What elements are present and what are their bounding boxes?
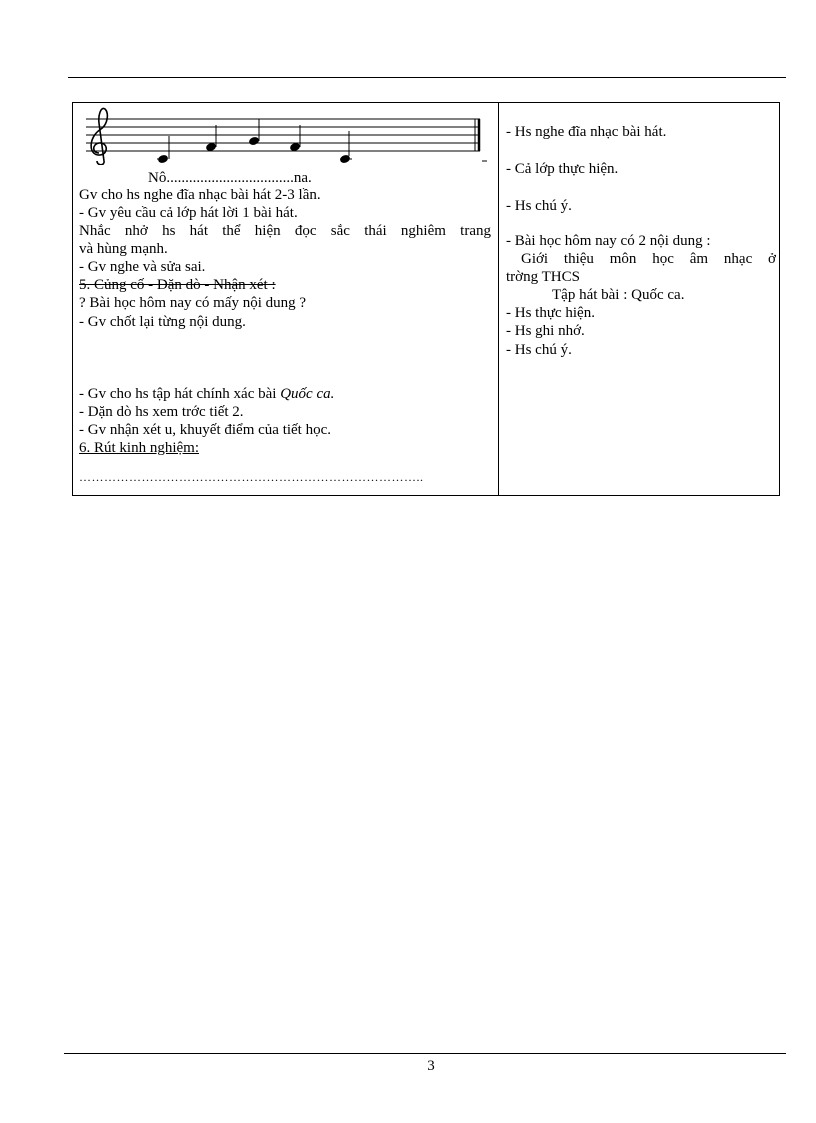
treble-clef-icon bbox=[91, 108, 107, 164]
right-line-2: - Cả lớp thực hiện. bbox=[506, 161, 619, 177]
left-line-2: - Gv yêu cầu cả lớp hát lời 1 bài hát. bbox=[79, 205, 298, 221]
column-divider bbox=[498, 102, 499, 496]
left-closing-1: - Dặn dò hs xem trớc tiết 2. bbox=[79, 404, 244, 420]
left-line-1: Gv cho hs nghe đĩa nhạc bài hát 2-3 lần. bbox=[79, 187, 321, 203]
right-line-4: - Bài học hôm nay có 2 nội dung : bbox=[506, 233, 711, 249]
left-summary: - Gv chốt lại từng nội dung. bbox=[79, 314, 246, 330]
right-line-8: - Hs thực hiện. bbox=[506, 305, 595, 321]
right-line-7: Tập hát bài : Quốc ca. bbox=[552, 287, 685, 303]
dotted-line: ……………………………………………………………………….. bbox=[79, 470, 424, 484]
right-line-1: - Hs nghe đĩa nhạc bài hát. bbox=[506, 124, 667, 140]
music-staff bbox=[86, 103, 488, 165]
right-line-6: trờng THCS bbox=[506, 269, 580, 285]
practice-prefix: - Gv cho hs tập hát chính xác bài bbox=[79, 386, 281, 402]
notes bbox=[157, 119, 352, 164]
left-practice bbox=[79, 386, 334, 403]
left-line-3: Nhắc nhở hs hát thể hiện đọc sắc thái nghiêm trang bbox=[79, 223, 491, 239]
right-line-5: Giới thiệu môn học âm nhạc ở bbox=[521, 251, 776, 267]
left-question: ? Bài học hôm nay có mấy nội dung ? bbox=[79, 295, 307, 311]
section6-heading: 6. Rút kinh nghiệm: bbox=[79, 440, 199, 456]
section5-heading: 5. Củng cố - Dặn dò - Nhận xét : bbox=[79, 277, 276, 293]
right-line-9: - Hs ghi nhớ. bbox=[506, 323, 585, 339]
staff-lines bbox=[86, 119, 480, 151]
left-closing-2: - Gv nhận xét u, khuyết điểm của tiết học. bbox=[79, 422, 332, 438]
left-line-5: - Gv nghe và sửa sai. bbox=[79, 259, 206, 275]
practice-song: Quốc ca. bbox=[280, 386, 335, 402]
left-line-4: và hùng mạnh. bbox=[79, 241, 168, 257]
page-number: 3 bbox=[427, 1058, 435, 1074]
header-rule bbox=[68, 77, 786, 78]
footer-rule bbox=[64, 1053, 786, 1054]
right-line-10: - Hs chú ý. bbox=[506, 342, 572, 358]
right-line-3: - Hs chú ý. bbox=[506, 198, 572, 214]
notation-caption: Nô..................................na. bbox=[148, 170, 312, 186]
